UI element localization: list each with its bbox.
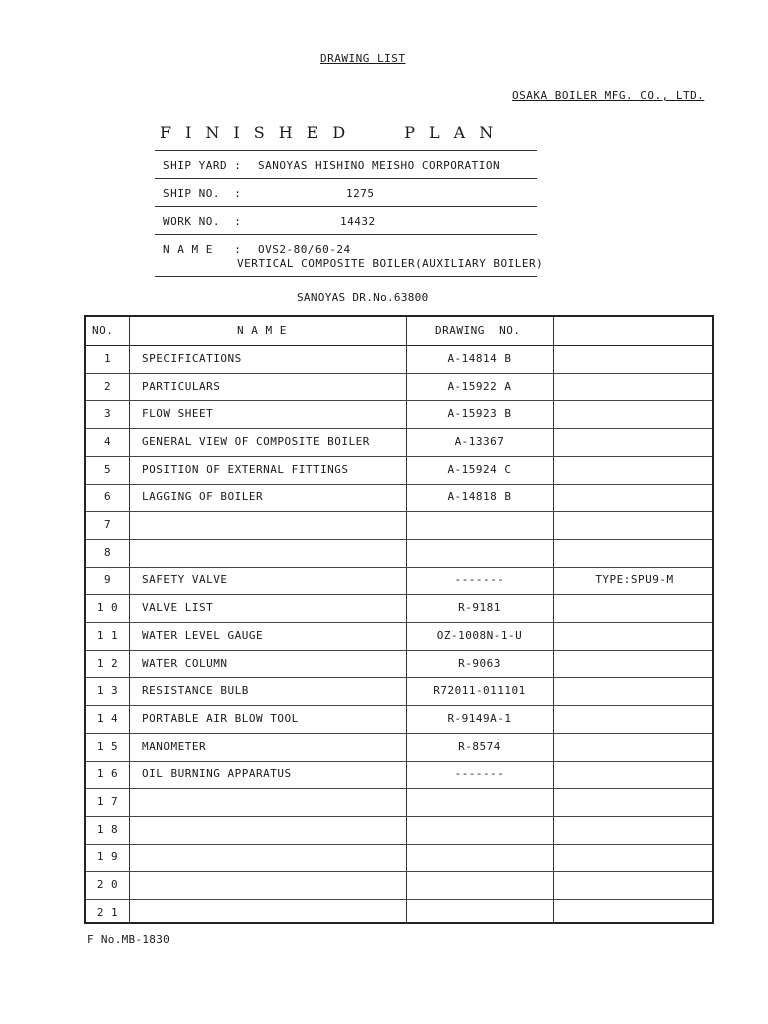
row-divider xyxy=(86,622,712,623)
name-value-model: OVS2-80/60-24 xyxy=(258,243,351,256)
ship-yard-label: SHIP YARD : xyxy=(163,159,242,172)
row-divider xyxy=(86,677,712,678)
row-number: 1 8 xyxy=(96,822,119,836)
row-number: 1 0 xyxy=(96,601,119,615)
row-number: 5 xyxy=(103,462,112,476)
remark: TYPE:SPU9-M xyxy=(595,573,674,587)
ship-no-value: 1275 xyxy=(346,187,375,200)
name-label: N A M E : xyxy=(163,243,242,256)
row-number: 1 5 xyxy=(96,739,119,753)
column-divider xyxy=(129,317,130,922)
row-divider xyxy=(86,871,712,872)
ship-no-label: SHIP NO. : xyxy=(163,187,242,200)
row-divider xyxy=(86,345,712,346)
row-divider xyxy=(86,733,712,734)
row-number: 7 xyxy=(103,518,112,532)
header-name: N A M E xyxy=(237,324,287,337)
drawing-number: OZ-1008N-1-U xyxy=(436,628,523,642)
row-divider xyxy=(86,816,712,817)
row-divider xyxy=(86,484,712,485)
row-divider xyxy=(86,373,712,374)
ship-yard-value: SANOYAS HISHINO MEISHO CORPORATION xyxy=(258,159,501,172)
drawing-name: SAFETY VALVE xyxy=(142,573,228,587)
row-divider xyxy=(86,761,712,762)
sanoyas-drawing-number: SANOYAS DR.No.63800 xyxy=(297,291,429,304)
row-number: 3 xyxy=(103,407,112,421)
drawing-number: A-13367 xyxy=(454,434,505,448)
row-divider xyxy=(86,650,712,651)
row-number: 1 2 xyxy=(96,656,119,670)
row-divider xyxy=(86,539,712,540)
info-rule xyxy=(155,150,537,151)
row-number: 1 6 xyxy=(96,767,119,781)
row-number: 1 xyxy=(103,351,112,365)
row-number: 1 7 xyxy=(96,795,119,809)
row-divider xyxy=(86,428,712,429)
drawing-name: MANOMETER xyxy=(142,739,207,753)
drawing-name: RESISTANCE BULB xyxy=(142,684,249,698)
row-number: 1 1 xyxy=(96,628,119,642)
drawing-number: R-9181 xyxy=(458,601,501,615)
drawing-number: A-14814 B xyxy=(447,351,512,365)
info-rule xyxy=(155,206,537,207)
drawing-name: FLOW SHEET xyxy=(142,407,214,421)
drawing-name: GENERAL VIEW OF COMPOSITE BOILER xyxy=(142,434,370,448)
drawing-name: WATER COLUMN xyxy=(142,656,228,670)
work-no-label: WORK NO. : xyxy=(163,215,242,228)
drawing-number: ------- xyxy=(454,573,505,587)
plan-title: FINISHED PLAN xyxy=(160,123,508,142)
row-divider xyxy=(86,705,712,706)
row-number: 6 xyxy=(103,490,112,504)
header-no: NO. xyxy=(92,324,114,337)
row-divider xyxy=(86,788,712,789)
row-number: 1 4 xyxy=(96,711,119,725)
drawing-name: VALVE LIST xyxy=(142,601,214,615)
row-number: 1 9 xyxy=(96,850,119,864)
row-divider xyxy=(86,899,712,900)
drawing-number: R-9149A-1 xyxy=(447,711,512,725)
info-rule xyxy=(155,178,537,179)
row-divider xyxy=(86,456,712,457)
row-number: 4 xyxy=(103,434,112,448)
row-number: 2 0 xyxy=(96,878,119,892)
header-drawing-no: DRAWING NO. xyxy=(435,324,521,337)
drawing-number: R-8574 xyxy=(458,739,501,753)
row-number: 2 1 xyxy=(96,905,119,919)
row-number: 9 xyxy=(103,573,112,587)
drawing-name: PORTABLE AIR BLOW TOOL xyxy=(142,711,299,725)
row-divider xyxy=(86,400,712,401)
work-no-value: 14432 xyxy=(340,215,376,228)
row-divider xyxy=(86,511,712,512)
drawing-name: POSITION OF EXTERNAL FITTINGS xyxy=(142,462,349,476)
drawing-list-table xyxy=(84,315,714,924)
row-number: 1 3 xyxy=(96,684,119,698)
row-divider xyxy=(86,844,712,845)
drawing-name: WATER LEVEL GAUGE xyxy=(142,628,264,642)
company-name: OSAKA BOILER MFG. CO., LTD. xyxy=(512,89,705,102)
name-value-description: VERTICAL COMPOSITE BOILER(AUXILIARY BOILER) xyxy=(237,257,544,270)
drawing-name: SPECIFICATIONS xyxy=(142,351,242,365)
row-number: 2 xyxy=(103,379,112,393)
info-rule xyxy=(155,234,537,235)
column-divider xyxy=(553,317,554,922)
drawing-name: OIL BURNING APPARATUS xyxy=(142,767,292,781)
drawing-number: A-15923 B xyxy=(447,407,512,421)
drawing-number: ------- xyxy=(454,767,505,781)
drawing-number: A-14818 B xyxy=(447,490,512,504)
drawing-name: LAGGING OF BOILER xyxy=(142,490,264,504)
drawing-name: PARTICULARS xyxy=(142,379,221,393)
document-title: DRAWING LIST xyxy=(320,52,406,65)
row-divider xyxy=(86,594,712,595)
drawing-number: A-15924 C xyxy=(447,462,512,476)
drawing-number: R-9063 xyxy=(458,656,501,670)
info-rule xyxy=(155,276,537,277)
drawing-number: R72011-011101 xyxy=(433,684,526,698)
row-divider xyxy=(86,567,712,568)
form-number: F No.MB-1830 xyxy=(87,933,171,946)
row-number: 8 xyxy=(103,545,112,559)
drawing-number: A-15922 A xyxy=(447,379,512,393)
